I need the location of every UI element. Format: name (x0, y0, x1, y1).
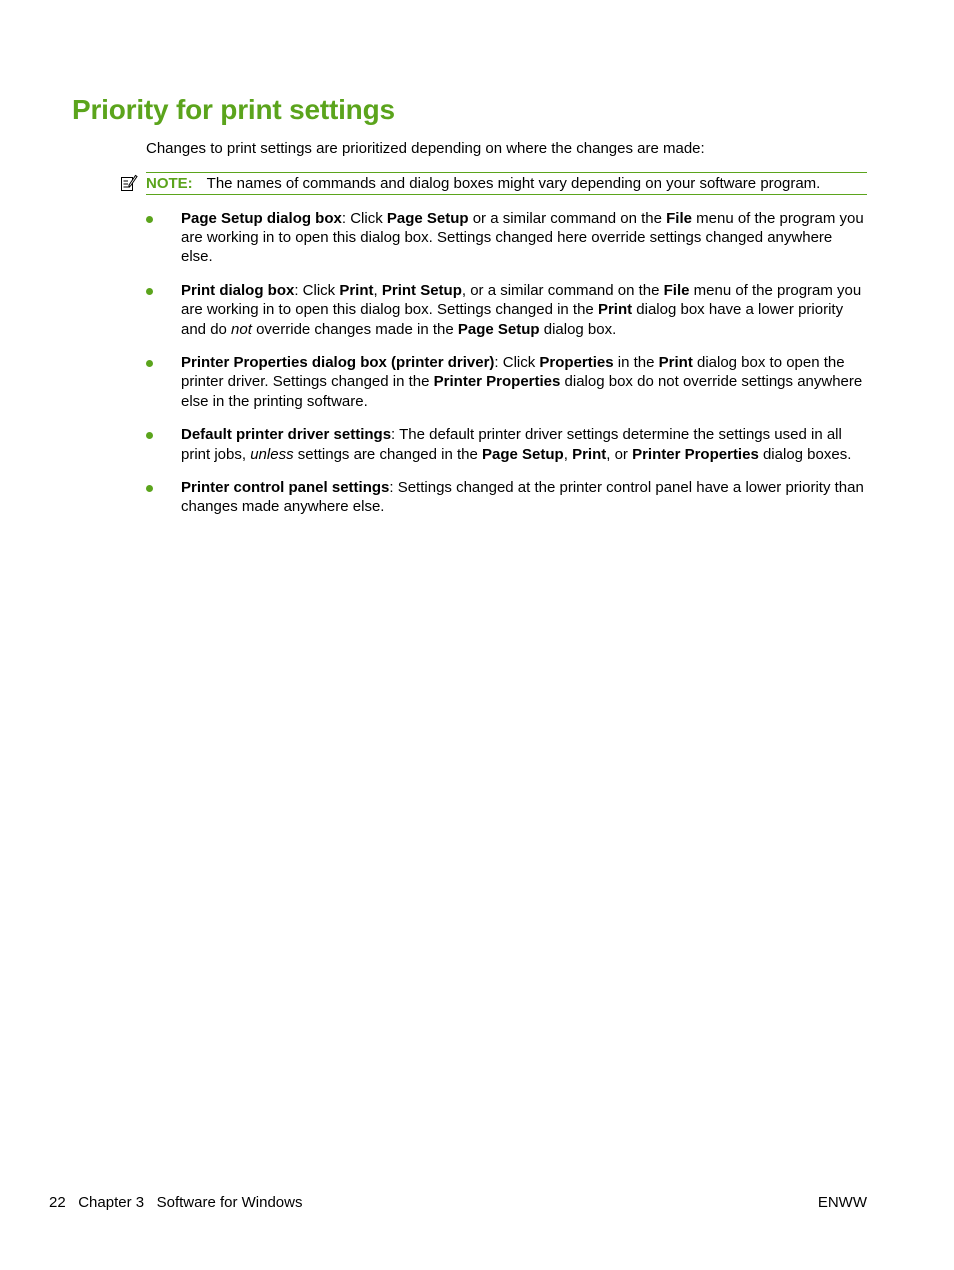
item-text: : Click (294, 282, 340, 300)
bullet-icon (146, 432, 153, 439)
item-text: menu of the program you are working in to open this dialog box. Settings changed in the (181, 282, 862, 319)
item-term: Default printer driver settings (181, 426, 392, 444)
item-term: Printer Properties dialog box (printer driver) (181, 354, 495, 372)
footer-right: ENWW (817, 1194, 867, 1211)
item-text: : Click (341, 210, 387, 227)
note-pencil-icon (120, 174, 138, 192)
item-bold: Print (572, 445, 607, 463)
item-bold: File (666, 210, 692, 227)
list-item (146, 209, 867, 267)
item-text: override changes made in the (251, 320, 458, 338)
footer-left (49, 1193, 302, 1212)
bullet-icon (146, 288, 153, 295)
item-text: in the (613, 354, 659, 372)
item-text: dialog box. (539, 320, 617, 338)
list-item (146, 281, 867, 339)
item-text: : The default printer driver settings determine the settings used in all print jobs, (181, 426, 842, 463)
item-text: , (563, 445, 573, 463)
footer-chapter-title: Software for Windows (156, 1194, 303, 1211)
item-bold: Page Setup (457, 320, 540, 338)
priority-list (146, 209, 867, 531)
list-item (146, 478, 867, 516)
item-term: Printer control panel settings (181, 479, 390, 497)
item-term: Print dialog box (181, 282, 295, 300)
note-box (146, 172, 867, 195)
item-text: menu of the program you are working in to open this dialog box. Settings changed here override settings changed anywhere else. (181, 210, 864, 266)
item-italic: unless (250, 445, 294, 463)
item-bold: Printer Properties (433, 373, 561, 391)
item-italic: not (231, 320, 252, 338)
note-text: The names of commands and dialog boxes might vary depending on your software program. (206, 175, 821, 192)
item-bold: Page Setup (482, 445, 564, 463)
item-text: , (373, 282, 382, 300)
item-text: dialog box do not override settings anywhere else in the printing software. (181, 373, 863, 410)
item-bold: Print (658, 354, 693, 372)
item-bold: Print Setup (381, 282, 462, 300)
item-bold: Properties (539, 354, 614, 372)
list-item (146, 425, 867, 463)
item-bold: Page Setup (386, 210, 469, 227)
item-bold: File (663, 282, 690, 300)
list-item (146, 353, 867, 411)
footer-chapter: Chapter 3 (78, 1194, 145, 1211)
intro-paragraph: Changes to print settings are prioritized depending on where the changes are made: (146, 140, 705, 157)
bullet-icon (146, 216, 153, 223)
item-text: , or (606, 445, 633, 463)
item-text: , or a similar command on the (461, 282, 664, 300)
item-text: : Settings changed at the printer control panel have a lower priority than changes made anywhere else. (181, 479, 864, 516)
item-bold: Print (597, 301, 633, 319)
item-term: Page Setup dialog box (181, 210, 342, 227)
item-text: or a similar command on the (468, 210, 667, 227)
item-text: dialog box have a lower priority and do (181, 301, 844, 338)
item-text: settings are changed in the (293, 445, 483, 463)
bullet-icon (146, 485, 153, 492)
item-text: dialog box to open the printer driver. Settings changed in the (181, 354, 845, 391)
note-label: NOTE: (146, 175, 193, 192)
page-number: 22 (49, 1194, 66, 1211)
bullet-icon (146, 360, 153, 367)
item-bold: Print (339, 282, 374, 300)
item-bold: Printer Properties (632, 445, 759, 463)
item-text: dialog boxes. (758, 445, 852, 463)
item-text: : Click (494, 354, 540, 372)
page-title: Priority for print settings (72, 94, 395, 125)
